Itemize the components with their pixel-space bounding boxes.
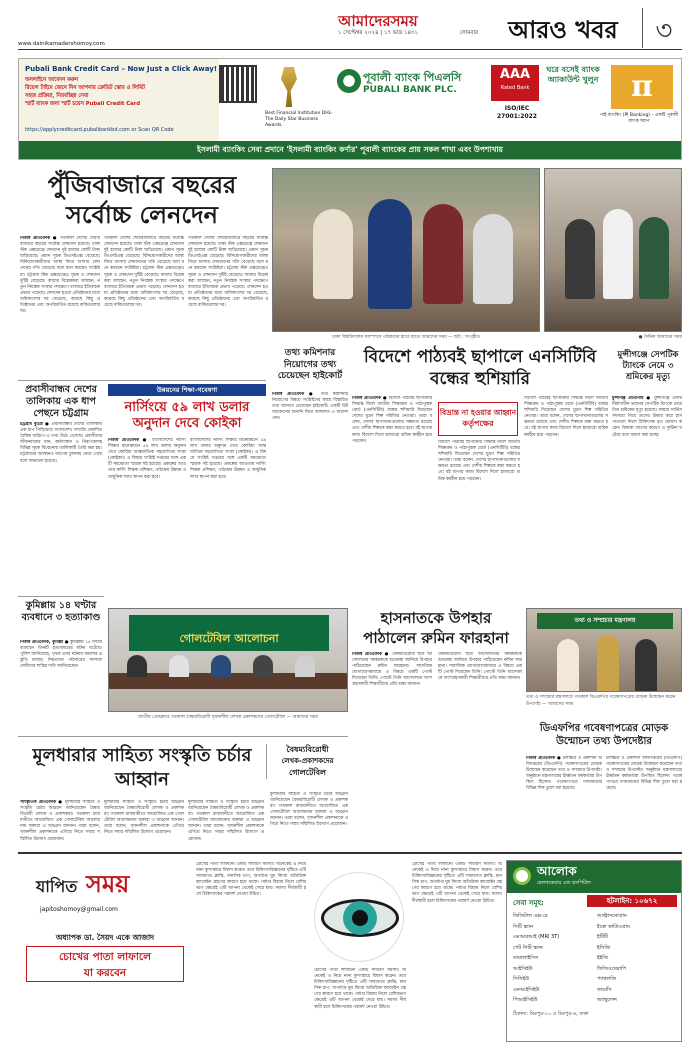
alok-hospital-ad[interactable]	[506, 860, 682, 1042]
mool-story-col-1: সাংস্কৃতিক প্রতিবেদক ● মূলধারার সাহিত্য ও সংস্কৃতি চর্চার আহ্বান জানিয়েছেন বৈষম্যবিরোধী লেখক ও প্রকাশকরা। গতকাল রাজধানীতে আয়োজিত এক গোলটেবিল আলোচনায় বক্তারা এ আহ্বান জানান। তারা বলেন, সৃজনশীল প্রকাশনাকে এগিয়ে নিতে সবার সম্মিলিত উদ্যোগ প্রয়োজন।	[20, 800, 100, 842]
rating-sub: Rated Bank	[500, 85, 530, 91]
lead-story-col-2: গতকাল দেশের শেয়ারবাজারে বছরের সর্বোচ্চ লেনদেন হয়েছে। ঢাকা স্টক এক্সচেঞ্জে লেনদেন দুই হাজার কোটি টাকা ছাড়িয়েছে। প্রধান সূচক ডিএসইএক্স বেড়েছে। বিনিয়োগকারীদের আস্থা ফিরে আসায় লেনদেনের গতি বেড়েছে বলে মনে করছেন সংশ্লিষ্টরা। চট্টগ্রাম স্টক এক্সচেঞ্জেও সূচক ও লেনদেন দুটিই বেড়েছে। বাজার বিশ্লেষকরা বলছেন, নতুন নিয়ন্ত্রক সংস্থার পদক্ষেপে বাজারে ইতিবাচক প্রভাব পড়েছে। লেনদেন হওয়া প্রতিষ্ঠানের মধ্যে অধিকাংশের দর বেড়েছে, কমেছে কিছু প্রতিষ্ঠানের এবং অপরিবর্তিত রয়েছে বাকিগুলোর দর।	[104, 236, 184, 309]
munshi-story: মুন্সীগঞ্জ প্রতিনিধি ● মুন্সীগঞ্জে একটি নির্মাণাধীন ভবনের সেপটিক ট্যাংকে নেমে তিন শ্রমিকের মৃত্যু হয়েছে। ফায়ার সার্ভিস সদস্যরা গিয়ে তাদের উদ্ধার করে হাসপাতালে নিলে চিকিৎসক মৃত ঘোষণা করেন। বিষাক্ত গ্যাসের কারণে এ দুর্ঘটনা ঘটেছে বলে ধারণা করা হচ্ছে।	[612, 396, 682, 438]
service-item: ইটিটি	[597, 934, 608, 940]
alok-hotline[interactable]: হটলাইন: ১০৬৭২	[587, 895, 677, 907]
eye-title-line: চোখের পাতা লাফালে	[59, 951, 151, 963]
nctb-quote-line: কর্তৃপক্ষের	[462, 419, 494, 428]
office-photo-caption: ● দৈনিক আমাদের সময়	[638, 335, 682, 340]
eye-illustration-icon	[314, 872, 404, 962]
hasnat-story-col-2: বৈষম্যবিরোধী ছাত্র আন্দোলনের সমন্বয়ককে শুভেচ্ছা জানিয়ে উপহার পাঠিয়েছেন রুমিন ফারহানা। সামাজিক যোগাযোগমাধ্যমে এ বিষয়ে একটি পোস্ট দিয়েছেন তিনি। পোস্টে তিনি আন্দোলনে অংশগ্রহণকারী শিক্ষার্থীদের প্রতি শ্রদ্ধা জানান।	[438, 652, 522, 682]
mool-strap	[266, 744, 348, 779]
service-item: আল্ট্রাসনোগ্রাম	[597, 913, 627, 919]
page-number: ৩	[655, 16, 673, 46]
home-account-text: ঘরে বসেই ব্যাংক অ্যাকাউন্ট খুলুন	[546, 65, 600, 84]
ad-url[interactable]: https://applycreditcard.pubalibankbd.com or Scan QR Code	[25, 127, 174, 133]
eye-author: অধ্যাপক ডা. সৈয়দ একে আজাদ	[55, 933, 155, 942]
alok-address: ঠিকানা: মিরপুর-১০ ও মিরপুর-৬, ঢাকা	[513, 1011, 589, 1017]
roundtable-photo	[108, 608, 348, 712]
website-url[interactable]: www.dainikamadershomoy.com	[18, 41, 105, 47]
rating-value: AAA	[499, 67, 531, 82]
service-item: অ্যাম্বুলেন্স	[597, 997, 617, 1003]
section-strap	[108, 384, 266, 396]
masthead	[18, 8, 682, 56]
mool-headline: মূলধারার সাহিত্য সংস্কৃতি চর্চার আহ্বান	[32, 745, 252, 790]
lead-photo-students	[272, 168, 540, 332]
service-item: এমআরআই (MRI 3T)	[513, 934, 560, 940]
eye-article-title	[20, 932, 190, 979]
roundtable-caption: জাতীয় প্রেসক্লাবে গতকাল বৈষম্যবিরোধী সৃজনশীল লেখক প্রকাশকদের গোলটেবিল — আমাদের সময়	[138, 715, 318, 720]
rating-badge	[491, 65, 539, 101]
service-item: আইসিইউ	[513, 965, 533, 972]
service-item: পেট সিটি স্ক্যান	[513, 944, 543, 951]
mool-story-col-2: মূলধারার সাহিত্য ও সংস্কৃতি চর্চার আহ্বান জানিয়েছেন বৈষম্যবিরোধী লেখক ও প্রকাশকরা। গতকাল রাজধানীতে আয়োজিত এক গোলটেবিল আলোচনায় বক্তারা এ আহ্বান জানান। তারা বলেন, সৃজনশীল প্রকাশনাকে এগিয়ে নিতে সবার সম্মিলিত উদ্যোগ প্রয়োজন।	[104, 800, 184, 836]
info-story: নিজস্ব প্রতিবেদক ● তথ্য কমিশনার নিয়োগের বিষয়ে সংশ্লিষ্টদের কাছে বিস্তারিত তথ্য জানতে চেয়েছেন হাইকোর্ট। একটি রিট আবেদনের শুনানি নিয়ে আদালত এ আদেশ দেন।	[272, 392, 348, 422]
somoy-label: সময়	[86, 869, 130, 898]
lead-photo-office	[544, 168, 682, 332]
koica-story-col-2: বাংলাদেশের নার্সিং শিক্ষার মানোন্নয়নে ৫৯ লাখ ডলার অনুদান দেবে কোরিয়া আন্তর্জাতিক সহযোগিতা সংস্থা (কোইকা)। এ বিষয়ে সংশ্লিষ্ট দপ্তরের সঙ্গে একটি সমঝোতা স্মারক সই হয়েছে। প্রকল্পের আওতায় নার্সিং শিক্ষক প্রশিক্ষণ, পাঠ্যক্রম উন্নয়ন ও আধুনিক ল্যাব স্থাপন করা হবে।	[190, 438, 266, 480]
service-item: ইসিজি	[597, 944, 611, 951]
eye-article-col-2: চোখের পাতা লাফানো একটি সাধারণ সমস্যা। অনেকেই এ নিয়ে নানা কুসংস্কারে বিশ্বাস করেন। তবে চিকিৎসাবিজ্ঞানের দৃষ্টিতে এটি সাধারণত ক্লান্তি, মানসিক চাপ, অপর্যাপ্ত ঘুম কিংবা অতিরিক্ত ক্যাফেইন গ্রহণের কারণে হয়ে থাকে। পর্যাপ্ত বিশ্রাম নিলে বেশিরভাগ ক্ষেত্রেই এটি আপনা থেকেই সেরে যায়। সমস্যা দীর্ঘস্থায়ী হলে চিকিৎসকের পরামর্শ নেওয়া উচিত।	[412, 862, 502, 904]
bank-name-en: PUBALI BANK PLC.	[363, 85, 457, 95]
alok-services-label: সেবা সমূহ:	[513, 899, 544, 907]
nctb-headline: বিদেশে পাঠ্যবই ছাপালে এনসিটিবি বন্ধের হুশিয়ারি	[363, 347, 597, 389]
alok-header	[507, 861, 681, 893]
japito-email[interactable]: japitoshomoy@gmail.com	[40, 906, 118, 913]
dfp-story-col-1: নিজস্ব প্রতিবেদক ● চলচ্চিত্র ও প্রকাশনা অধিদপ্তরের (ডিএফপি) গবেষণাপত্রের মোড়ক উন্মোচন করেছেন তথ্য ও সম্প্রচার উপদেষ্টা। অনুষ্ঠানে মন্ত্রণালয়ের ঊর্ধ্বতন কর্মকর্তারা উপস্থিত ছিলেন। গবেষণাপত্রে গণমাধ্যমের বিভিন্ন দিক তুলে ধরা হয়েছে।	[526, 756, 602, 792]
lead-headline: পুঁজিবাজারে বছরের সর্বোচ্চ লেনদেন	[47, 170, 237, 229]
mool-story-col-3: মূলধারার সাহিত্য ও সংস্কৃতি চর্চার আহ্বান জানিয়েছেন বৈষম্যবিরোধী লেখক ও প্রকাশকরা। গতকাল রাজধানীতে আয়োজিত এক গোলটেবিল আলোচনায় বক্তারা এ আহ্বান জানান। তারা বলেন, সৃজনশীল প্রকাশনাকে এগিয়ে নিতে সবার সম্মিলিত উদ্যোগ প্রয়োজন।	[188, 800, 264, 842]
section-title: আরও খবর	[508, 15, 618, 44]
award-trophy-icon	[281, 67, 297, 107]
mool-story-col-4: মূলধারার সাহিত্য ও সংস্কৃতি চর্চার আহ্বান জানিয়েছেন বৈষম্যবিরোধী লেখক ও প্রকাশকরা। গতকাল রাজধানীতে আয়োজিত এক গোলটেবিল আলোচনায় বক্তারা এ আহ্বান জানান। তারা বলেন, সৃজনশীল প্রকাশনাকে এগিয়ে নিতে সবার সম্মিলিত উদ্যোগ প্রয়োজন।	[270, 792, 348, 828]
service-item: ডায়ালাইসিস	[513, 955, 539, 961]
roundtable-banner	[129, 615, 329, 651]
ad-bullet: স্মার্ট ব্যাংক জন্য স্মার্ট চয়েস Pubali Credit Card	[25, 101, 141, 107]
nctb-quote-line: বিভ্রান্ত না হওয়ার আহ্বান	[439, 408, 517, 417]
mool-strap-line: গোলটেবিল	[288, 768, 327, 777]
koica-headline: নার্সিংয়ে ৫৯ লাখ ডলার অনুদান দেবে কোইকা	[124, 400, 250, 431]
nctb-quote-box	[438, 402, 518, 436]
service-item: প্যাথলজি	[597, 976, 617, 982]
service-item: এনআইসিইউ	[513, 986, 540, 993]
ad-banner-strip	[19, 141, 681, 159]
section-strap-label: উন্নয়নের শিক্ষা-গবেষণা	[156, 386, 218, 394]
ministry-sign-text: তথ্য ও সম্প্রচার মন্ত্রণালয়	[574, 617, 636, 624]
roundtable-banner-text: গোলটেবিল আলোচনা	[179, 632, 279, 645]
eye-title-box	[26, 946, 184, 982]
service-item: ইকো কার্ডিওগ্রাম	[597, 923, 630, 930]
service-item: ফার্মেসি	[597, 986, 612, 993]
eye-article-col-1: চোখের পাতা লাফানো একটি সাধারণ সমস্যা। অনেকেই এ নিয়ে নানা কুসংস্কারে বিশ্বাস করেন। তবে চিকিৎসাবিজ্ঞানের দৃষ্টিতে এটি সাধারণত ক্লান্তি, মানসিক চাপ, অপর্যাপ্ত ঘুম কিংবা অতিরিক্ত ক্যাফেইন গ্রহণের কারণে হয়ে থাকে। পর্যাপ্ত বিশ্রাম নিলে বেশিরভাগ ক্ষেত্রেই এটি আপনা থেকেই সেরে যায়। সমস্যা দীর্ঘস্থায়ী হলে চিকিৎসকের পরামর্শ নেওয়া উচিত।	[196, 862, 306, 898]
comilla-story: নিজস্ব প্রতিবেদক, কুমিল্লা ● কুমিল্লায় ১৪ ঘণ্টার ব্যবধানে তিনটি হত্যাকাণ্ডের ঘটনা ঘটেছে। পুলিশ জানিয়েছে, পৃথক এসব ঘটনায় মামলার প্রস্তুতি চলছে। নিহতদের পরিবারের সদস্যরা দোষীদের শাস্তির দাবি জানিয়েছেন।	[20, 640, 102, 670]
ad-bullet: রিয়েল টাইমে জেনে নিন আপনার ক্রেডিট স্কোর ও লিমিট	[25, 85, 146, 91]
ministry-caption: তথ্য ও সম্প্রচার মন্ত্রণালয়ে গতকাল ডিএফপির গবেষণাপত্রের মোড়ক উন্মোচন করেন উপদেষ্টা — আমাদের সময়	[526, 695, 676, 707]
service-item: ফিজিওথেরাপি	[597, 965, 626, 972]
publish-date: ১ সেপ্টেম্বর ২০২৪ | ১৭ ভাদ্র ১৪৩১	[337, 30, 419, 36]
lead-story-col-3: গতকাল দেশের শেয়ারবাজারে বছরের সর্বোচ্চ লেনদেন হয়েছে। ঢাকা স্টক এক্সচেঞ্জে লেনদেন দুই হাজার কোটি টাকা ছাড়িয়েছে। প্রধান সূচক ডিএসইএক্স বেড়েছে। বিনিয়োগকারীদের আস্থা ফিরে আসায় লেনদেনের গতি বেড়েছে বলে মনে করছেন সংশ্লিষ্টরা। চট্টগ্রাম স্টক এক্সচেঞ্জেও সূচক ও লেনদেন দুটিই বেড়েছে। বাজার বিশ্লেষকরা বলছেন, নতুন নিয়ন্ত্রক সংস্থার পদক্ষেপে বাজারে ইতিবাচক প্রভাব পড়েছে। লেনদেন হওয়া প্রতিষ্ঠানের মধ্যে অধিকাংশের দর বেড়েছে, কমেছে কিছু প্রতিষ্ঠানের এবং অপরিবর্তিত রয়েছে বাকিগুলোর দর।	[188, 236, 268, 309]
munshi-headline: মুন্সীগঞ্জে সেপটিক ট্যাংকে নেমে ৩ শ্রমিকের মৃত্যু	[617, 350, 679, 382]
iso-label: ISO/IEC 27001:2022	[497, 105, 537, 120]
eye-title-line: যা করবেন	[83, 967, 127, 979]
award-text: Best Financial Institution DHL-The Daily Star Business Awards.	[265, 111, 333, 128]
ad-left-panel	[19, 59, 219, 141]
pi-banking-text: পাই ব্যাংকিং (PI Banking) – একটি পূবালী ব্যাংক অ্যাপ	[599, 113, 679, 124]
ministry-photo	[526, 608, 682, 692]
nctb-story-col-2: বিদেশে পাঠ্যবই ছাপানোর সিদ্ধান্ত নিলে জাতীয় শিক্ষাক্রম ও পাঠ্যপুস্তক বোর্ড (এনসিটিবি) বন্ধের হুশিয়ারি দিয়েছেন দেশের মুদ্রণ শিল্প সমিতির নেতারা। তারা বলেন, দেশের ছাপাখানাগুলোর সক্ষমতা রয়েছে এবং দেশীয় শিল্পকে রক্ষা করতে হবে। বই ছাপার কাজ বিদেশে দিলে হাজারো শ্রমিক কর্মহীন হয়ে পড়বেন।	[438, 440, 520, 482]
services-right-list	[597, 911, 677, 1006]
lead-story-col-1: নিজস্ব প্রতিবেদক ● গতকাল দেশের শেয়ারবাজারে বছরের সর্বোচ্চ লেনদেন হয়েছে। ঢাকা স্টক এক্সচেঞ্জে লেনদেন দুই হাজার কোটি টাকা ছাড়িয়েছে। প্রধান সূচক ডিএসইএক্স বেড়েছে। বিনিয়োগকারীদের আস্থা ফিরে আসায় লেনদেনের গতি বেড়েছে বলে মনে করছেন সংশ্লিষ্টরা। চট্টগ্রাম স্টক এক্সচেঞ্জেও সূচক ও লেনদেন দুটিই বেড়েছে। বাজার বিশ্লেষকরা বলছেন, নতুন নিয়ন্ত্রক সংস্থার পদক্ষেপে বাজারে ইতিবাচক প্রভাব পড়েছে। লেনদেন হওয়া প্রতিষ্ঠানের মধ্যে অধিকাংশের দর বেড়েছে, কমেছে কিছু প্রতিষ্ঠানের এবং অপরিবর্তিত রয়েছে বাকিগুলোর দর।	[20, 236, 100, 315]
mool-strap-line: লেখক-প্রকাশকদের	[281, 757, 334, 765]
publish-day: সোমবার	[459, 30, 478, 36]
hasnat-story-col-1: নিজস্ব প্রতিবেদক ● বৈষম্যবিরোধী ছাত্র আন্দোলনের সমন্বয়ককে শুভেচ্ছা জানিয়ে উপহার পাঠিয়েছেন রুমিন ফারহানা। সামাজিক যোগাযোগমাধ্যমে এ বিষয়ে একটি পোস্ট দিয়েছেন তিনি। পোস্টে তিনি আন্দোলনে অংশগ্রহণকারী শিক্ষার্থীদের প্রতি শ্রদ্ধা জানান।	[352, 652, 432, 688]
mool-strap-line: বৈষম্যবিরোধী	[286, 745, 329, 754]
nctb-story-col-3: বিদেশে পাঠ্যবই ছাপানোর সিদ্ধান্ত নিলে জাতীয় শিক্ষাক্রম ও পাঠ্যপুস্তক বোর্ড (এনসিটিবি) বন্ধের হুশিয়ারি দিয়েছেন দেশের মুদ্রণ শিল্প সমিতির নেতারা। তারা বলেন, দেশের ছাপাখানাগুলোর সক্ষমতা রয়েছে এবং দেশীয় শিল্পকে রক্ষা করতে হবে। বই ছাপার কাজ বিদেশে দিলে হাজারো শ্রমিক কর্মহীন হয়ে পড়বেন।	[524, 396, 608, 438]
alok-name: আলোক	[537, 864, 577, 878]
alok-logo-icon	[513, 867, 531, 885]
nctb-story-col-1: নিজস্ব প্রতিবেদক ● বিদেশে পাঠ্যবই ছাপানোর সিদ্ধান্ত নিলে জাতীয় শিক্ষাক্রম ও পাঠ্যপুস্তক বোর্ড (এনসিটিবি) বন্ধের হুশিয়ারি দিয়েছেন দেশের মুদ্রণ শিল্প সমিতির নেতারা। তারা বলেন, দেশের ছাপাখানাগুলোর সক্ষমতা রয়েছে এবং দেশীয় শিল্পকে রক্ষা করতে হবে। বই ছাপার কাজ বিদেশে দিলে হাজারো শ্রমিক কর্মহীন হয়ে পড়বেন।	[352, 396, 432, 444]
probash-headline: প্রবাসীবান্ধব দেশের তালিকায় এক ধাপ পেছনে চট্টগ্রাম	[25, 384, 97, 419]
pubali-ad[interactable]	[18, 58, 682, 160]
service-item: ডিজিটাল এক্স-রে	[513, 913, 548, 919]
info-headline: তথ্য কমিশনার নিয়োগের তথ্য চেয়েছেন হাইকোর্ট	[277, 348, 343, 381]
dfp-headline: ডিএফপির গবেষণাপত্রের মোড়ক উন্মোচন তথ্য উপদেষ্টার	[539, 723, 669, 747]
service-item: সিসিইউ	[513, 976, 529, 982]
ad-bullet: অনলাইনে আবেদন করুন	[25, 77, 79, 83]
alok-subtitle: হেলথকেয়ার এন্ড হসপিটাল	[537, 880, 591, 886]
service-item: পিআইসিইউ	[513, 997, 538, 1003]
bank-name-bn: পূবালী ব্যাংক পিএলসি	[363, 71, 462, 84]
service-item: সিটি স্ক্যান	[513, 923, 533, 930]
services-left-list	[513, 911, 593, 1006]
eye-article-col-3: চোখের পাতা লাফানো একটি সাধারণ সমস্যা। অনেকেই এ নিয়ে নানা কুসংস্কারে বিশ্বাস করেন। তবে চিকিৎসাবিজ্ঞানের দৃষ্টিতে এটি সাধারণত ক্লান্তি, মানসিক চাপ, অপর্যাপ্ত ঘুম কিংবা অতিরিক্ত ক্যাফেইন গ্রহণের কারণে হয়ে থাকে। পর্যাপ্ত বিশ্রাম নিলে বেশিরভাগ ক্ষেত্রেই এটি আপনা থেকেই সেরে যায়। সমস্যা দীর্ঘস্থায়ী হলে চিকিৎসকের পরামর্শ নেওয়া উচিত।	[314, 968, 406, 1010]
newspaper-logo: আমাদেরসময়	[338, 12, 418, 30]
koica-story-col-1: নিজস্ব প্রতিবেদক ● বাংলাদেশের নার্সিং শিক্ষার মানোন্নয়নে ৫৯ লাখ ডলার অনুদান দেবে কোরিয়া আন্তর্জাতিক সহযোগিতা সংস্থা (কোইকা)। এ বিষয়ে সংশ্লিষ্ট দপ্তরের সঙ্গে একটি সমঝোতা স্মারক সই হয়েছে। প্রকল্পের আওতায় নার্সিং শিক্ষক প্রশিক্ষণ, পাঠ্যক্রম উন্নয়ন ও আধুনিক ল্যাব স্থাপন করা হবে।	[108, 438, 186, 480]
qr-code-icon[interactable]	[219, 65, 257, 103]
ad-banner-text: ইসলামী ব্যাংকিং সেবা প্রদানে 'ইসলামী ব্যাংকিং কর্ণার' পূবালী ব্যাংকের প্রায় সকল শাখা এবং উপশাখায়	[197, 145, 503, 154]
pi-banking-icon: π	[611, 65, 673, 109]
hasnat-headline: হাসনাতকে উপহার পাঠালেন রুমিন ফারহানা	[363, 609, 509, 647]
ad-title: Pubali Bank Credit Card – Now Just a Click Away!	[25, 65, 218, 73]
dfp-story-col-2: চলচ্চিত্র ও প্রকাশনা অধিদপ্তরের (ডিএফপি) গবেষণাপত্রের মোড়ক উন্মোচন করেছেন তথ্য ও সম্প্রচার উপদেষ্টা। অনুষ্ঠানে মন্ত্রণালয়ের ঊর্ধ্বতন কর্মকর্তারা উপস্থিত ছিলেন। গবেষণাপত্রে গণমাধ্যমের বিভিন্ন দিক তুলে ধরা হয়েছে।	[606, 756, 682, 792]
japito-somoy-box	[20, 862, 190, 918]
probash-story: চট্টগ্রাম ব্যুরো ● প্রবাসীবান্ধব দেশের তালিকায় এক ধাপ পিছিয়েছে বাংলাদেশ। সম্প্রতি প্রকাশিত বৈশ্বিক জরিপে এ তথ্য উঠে এসেছে। প্রবাসীদের জীবনযাত্রার মান, কর্মসংস্থান ও নিরাপত্তাসহ বিভিন্ন সূচক বিবেচনায় তালিকাটি তৈরি করা হয়। চট্টগ্রামের অবস্থানও আগের তুলনায় নেমে গেছে বলে জানানো হয়েছে।	[20, 422, 102, 464]
ad-bullet: সহজ প্রক্রিয়া, নিরবচ্ছিন্ন সেবা	[25, 93, 89, 99]
lead-photo-caption: ঢাকা বিশ্ববিদ্যালয় ক্যাম্পাসে পাঠকদের হাতে হাতে আমাদের সময় — ছবি : সংগৃহীত	[332, 335, 480, 340]
comilla-headline: কুমিল্লায় ১৪ ঘণ্টার ব্যবধানে ৩ হত্যাকাণ্ড	[21, 600, 101, 623]
service-item: ইইজি	[597, 955, 609, 961]
pubali-logo-icon	[337, 69, 361, 93]
japito-label: যাপিত	[36, 877, 78, 896]
ministry-signboard	[537, 613, 673, 629]
